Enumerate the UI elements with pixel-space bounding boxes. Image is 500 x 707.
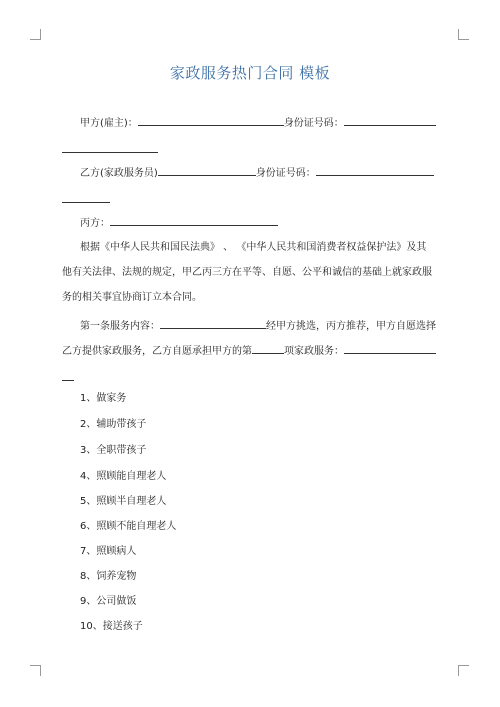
- corner-mark-top-right: [458, 29, 469, 40]
- article-1-line-2: [62, 343, 436, 359]
- party-a-name-blank[interactable]: [138, 115, 284, 126]
- party-b-label: 乙方(家政服务员): [80, 168, 158, 179]
- service-item: 5、照顾半自理老人: [80, 496, 167, 507]
- service-item: 2、辅助带孩子: [80, 419, 147, 430]
- service-number-blank[interactable]: [252, 343, 284, 354]
- service-item: 10、接送孩子: [80, 621, 143, 632]
- service-item: 6、照顾不能自理老人: [80, 521, 177, 532]
- article-1-text: 经甲方挑选，丙方推荐，甲方自愿选择: [266, 321, 436, 332]
- party-b-id-blank[interactable]: [316, 165, 434, 176]
- service-items-blank-continued[interactable]: [62, 380, 74, 381]
- article-1-text-3: 项家政服务：: [284, 346, 344, 357]
- article-1-heading: 第一条服务内容：: [80, 321, 160, 332]
- service-item: 8、饲养宠物: [80, 571, 137, 582]
- corner-mark-top-left: [30, 29, 41, 40]
- service-content-blank[interactable]: [160, 318, 266, 329]
- party-a-id-label: 身份证号码：: [283, 118, 344, 129]
- party-a-id-blank[interactable]: [344, 115, 436, 126]
- preamble-line-3: 务的相关事宜协商订立本合同。: [62, 292, 202, 303]
- preamble-line-2: 他有关法律、法规的规定，甲乙丙三方在平等、自愿、公平和诚信的基础上就家政服: [62, 267, 432, 278]
- service-item: 4、照顾能自理老人: [80, 471, 167, 482]
- party-a-line: [80, 115, 436, 131]
- party-b-id-label: 身份证号码：: [255, 168, 316, 179]
- service-item: 1、做家务: [80, 393, 127, 404]
- party-a-label: 甲方(雇主)：: [80, 118, 138, 129]
- party-a-id-blank-continued[interactable]: [62, 152, 158, 153]
- article-1-line-1: [80, 318, 436, 334]
- party-b-id-blank-continued[interactable]: [62, 202, 110, 203]
- party-c-name-blank[interactable]: [110, 215, 278, 226]
- party-c-label: 丙方：: [80, 218, 110, 229]
- party-b-name-blank[interactable]: [158, 165, 256, 176]
- corner-mark-bottom-left: [30, 665, 41, 676]
- service-item: 3、全职带孩子: [80, 445, 147, 456]
- service-item: 7、照顾病人: [80, 546, 137, 557]
- party-b-line: [80, 165, 434, 181]
- service-item: 9、公司做饭: [80, 596, 137, 607]
- preamble-line-1: 根据《中华人民共和国民法典》 、 《中华人民共和国消费者权益保护法》及其: [80, 242, 427, 253]
- party-c-line: [80, 215, 278, 231]
- article-1-text-2: 乙方提供家政服务，乙方自愿承担甲方的第: [62, 346, 252, 357]
- corner-mark-bottom-right: [458, 665, 469, 676]
- service-items-blank[interactable]: [344, 343, 436, 354]
- document-title: 家政服务热门合同 模板: [169, 64, 331, 82]
